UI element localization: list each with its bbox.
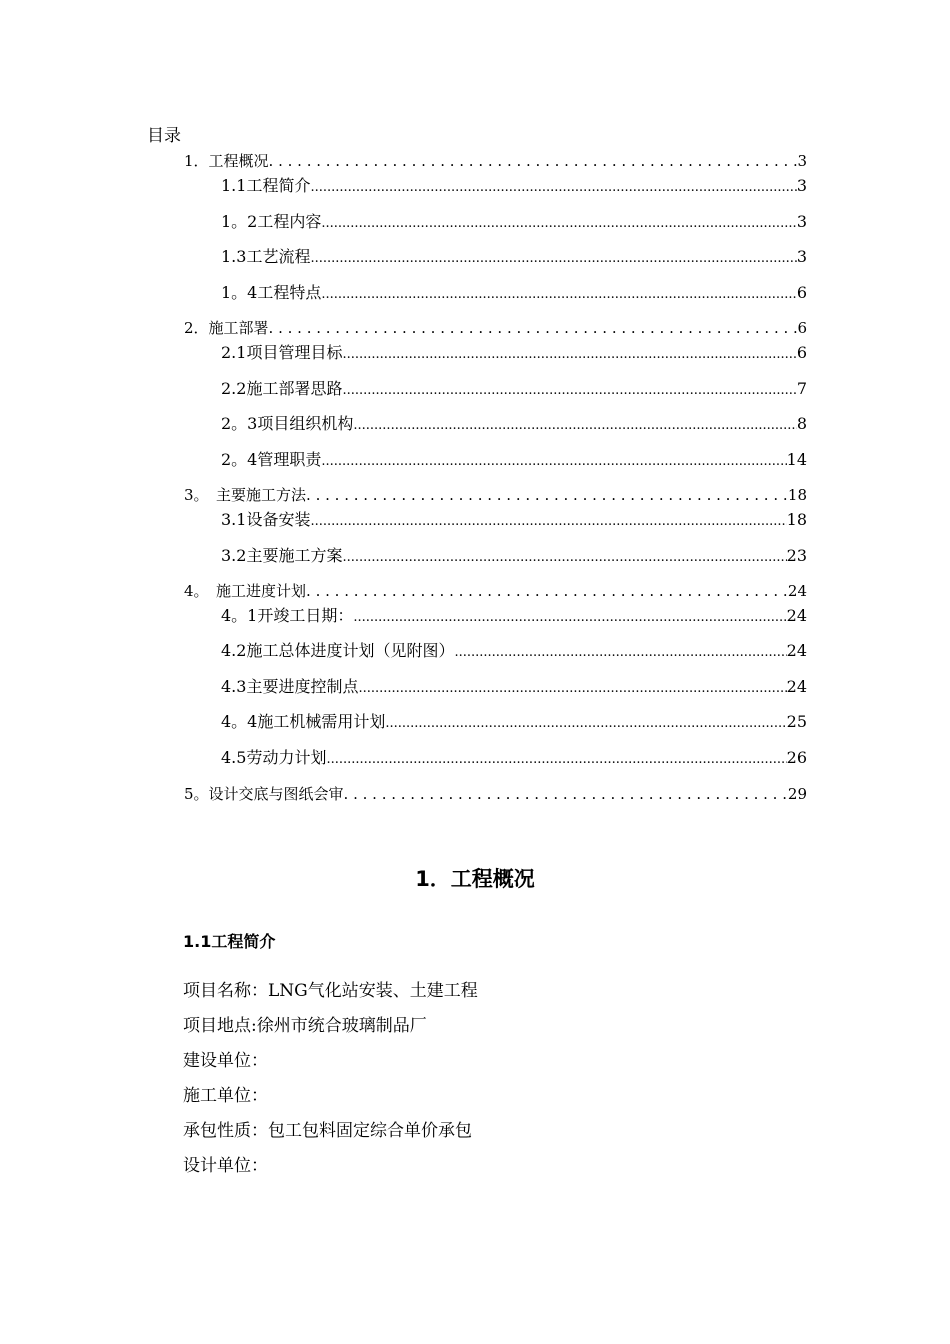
toc-entry[interactable] [221,448,807,472]
toc-leader [353,412,796,436]
toc-entry-text: 4。4施工机械需用计划 [221,712,386,731]
toc-leader [342,377,796,401]
toc-entry-text: 4.5劳动力计划 [221,748,327,767]
toc-entry[interactable] [221,245,807,269]
toc-entry-page: 18 [787,486,807,504]
toc-entry[interactable] [221,210,807,234]
toc-leader [321,210,796,234]
toc-leader [326,746,786,770]
toc-entry-page: 7 [796,379,807,398]
toc-entry-text: 5。设计交底与图纸会审 [184,785,344,803]
toc-leader [321,448,786,472]
toc-entry[interactable] [221,639,807,663]
toc-leader [342,544,786,568]
toc-entry-page: 23 [786,546,807,565]
section-heading: 1．工程概况 [415,867,535,891]
toc-entry[interactable] [221,174,807,198]
toc-entry-text: 2。3项目组织机构 [221,414,354,433]
contract-type-line: 承包性质：包工包料固定综合单价承包 [183,1121,472,1141]
toc-entry[interactable] [221,544,807,568]
toc-entry-page: 26 [786,748,807,767]
toc-entry-text: 2。4管理职责 [221,450,322,469]
toc-entry[interactable] [221,710,807,734]
toc-entry-text: 4。1开竣工日期： [221,606,354,625]
toc-entry[interactable] [221,508,807,532]
toc-entry-text: 2．施工部署 [184,319,269,337]
toc-entry-text: 2.2施工部署思路 [221,379,343,398]
toc-entry-page: 24 [786,641,807,660]
toc-leader [269,317,798,339]
toc-entry-text: 1.3工艺流程 [221,247,311,266]
toc-entry[interactable] [221,412,807,436]
project-name-line: 项目名称：LNG气化站安装、土建工程 [183,981,478,1001]
toc-entry-page: 3 [796,247,807,266]
toc-entry[interactable] [184,317,807,339]
toc-entry-page: 3 [796,176,807,195]
toc-entry[interactable] [221,675,807,699]
toc-entry[interactable] [221,377,807,401]
toc-entry[interactable] [184,580,807,602]
toc-entry-page: 6 [797,319,807,337]
toc-entry-text: 4。 施工进度计划 [184,582,307,600]
toc-entry-text: 1。2工程内容 [221,212,322,231]
toc-entry-text: 4.2施工总体进度计划（见附图） [221,641,455,660]
toc-entry-text: 1。4工程特点 [221,283,322,302]
toc-leader [344,783,788,805]
toc-leader [321,281,796,305]
toc-entry-text: 4.3主要进度控制点 [221,677,359,696]
toc-entry[interactable] [184,484,807,506]
toc-entry-page: 8 [796,414,807,433]
toc-entry-page: 25 [786,712,807,731]
contractor-unit-line: 施工单位： [183,1086,268,1106]
toc-leader [454,639,786,663]
toc-leader [385,710,786,734]
toc-entry-page: 6 [796,283,807,302]
toc-entry-page: 6 [796,343,807,362]
toc-entry-page: 29 [787,785,807,803]
toc-entry[interactable] [221,341,807,365]
toc-entry-page: 14 [786,450,807,469]
toc-leader [310,508,786,532]
toc-entry-text: 3.1设备安装 [221,510,311,529]
toc-entry-text: 1.1工程简介 [221,176,311,195]
subsection-heading: 1.1工程简介 [183,932,276,951]
toc-title: 目录 [147,126,181,146]
project-location-line: 项目地点:徐州市统合玻璃制品厂 [183,1016,427,1036]
toc-entry[interactable] [184,150,807,172]
toc-entry[interactable] [221,281,807,305]
toc-entry[interactable] [221,746,807,770]
toc-leader [310,245,796,269]
toc-entry[interactable] [184,783,807,805]
toc-leader [306,580,788,602]
toc-leader [269,150,798,172]
toc-entry-page: 3 [796,212,807,231]
toc-entry-text: 3。 主要施工方法 [184,486,307,504]
toc-leader [310,174,796,198]
toc-leader [353,604,786,628]
toc-entry-text: 3.2主要施工方案 [221,546,343,565]
toc-entry-page: 3 [797,152,807,170]
toc-entry-page: 24 [787,582,807,600]
toc-entry-page: 24 [786,606,807,625]
design-unit-line: 设计单位： [183,1156,268,1176]
toc-leader [342,341,796,365]
toc-entry-page: 24 [786,677,807,696]
toc-leader [358,675,786,699]
toc-entry[interactable] [221,604,807,628]
toc-entry-page: 18 [786,510,807,529]
owner-unit-line: 建设单位： [183,1051,268,1071]
toc-entry-text: 1．工程概况 [184,152,269,170]
toc-entry-text: 2.1项目管理目标 [221,343,343,362]
toc-leader [306,484,788,506]
